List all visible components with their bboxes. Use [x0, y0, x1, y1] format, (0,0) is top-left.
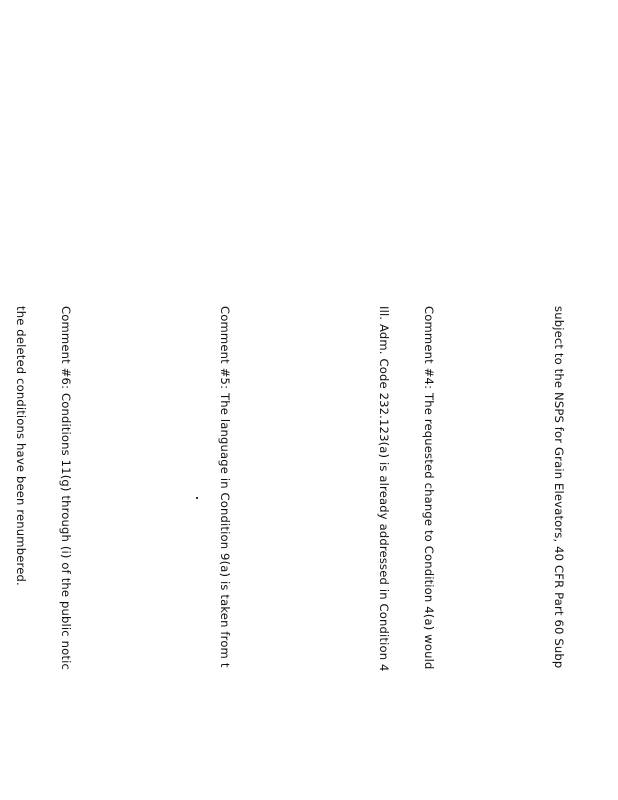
- comment-5: [187, 306, 262, 800]
- comment-line: the deleted conditions have been renumbered.: [14, 306, 28, 586]
- document-page: [0, 306, 611, 800]
- comment-line: Ill. Adm. Code 232.123(a) is already addressed in Condition 4: [377, 306, 391, 672]
- comment-4: [346, 306, 466, 800]
- scan-speck: [196, 497, 198, 499]
- comment-6: [0, 306, 103, 800]
- comment-line: Comment #5: The language in Condition 9(a) is taken from t: [218, 306, 232, 668]
- comment-line: Comment #4: The requested change to Condition 4(a) would: [422, 306, 436, 670]
- comment-line: Comment #6: Conditions 11(g) through (i) of the public notic: [59, 306, 73, 670]
- intro-line: subject to the NSPS for Grain Elevators, 40 CFR Part 60 Subp: [552, 306, 566, 669]
